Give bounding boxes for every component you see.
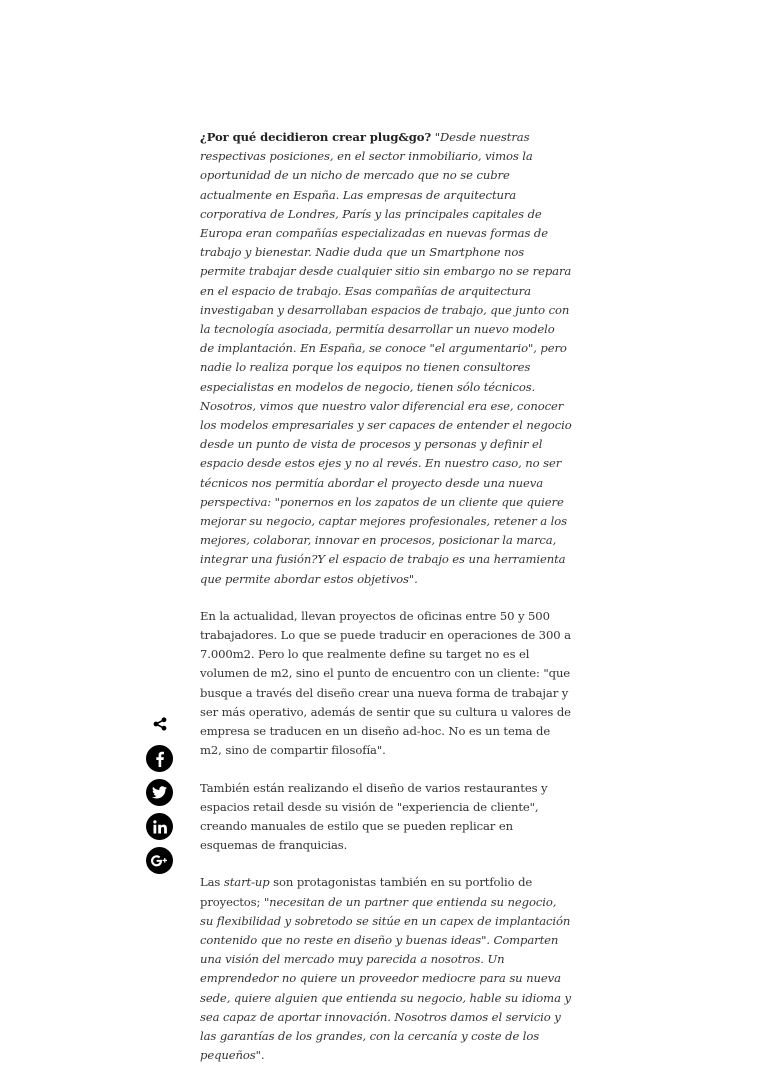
startups-lead: Las	[200, 875, 224, 890]
startups-quote: "necesitan de un partner que entienda su negocio, su flexibilidad y sobretodo se sitúe en un capex de implantación contenido que no reste en diseño y buenas ideas". Comparten una visión del mercado muy parecida a nosotros. Un emprendedor no quiere un proveedor mediocre para su nueva sede, quiere alguien que entienda su negocio, hable su idioma y sea capaz de aportar innovación. Nosotros damos el servicio y las garantías de los grandes, con la cercanía y coste de los pequeños".	[200, 894, 571, 1063]
share-button[interactable]	[150, 714, 170, 734]
linkedin-share-button[interactable]	[146, 813, 173, 840]
google-plus-share-button[interactable]	[146, 847, 173, 874]
paragraph-origin	[200, 128, 572, 589]
paragraph-retail: También están realizando el diseño de varios restaurantes y espacios retail desde su visión de "experiencia de cliente", creando manuales de estilo que se pueden replicar en esquemas de franquicias.	[200, 780, 548, 853]
linkedin-icon	[153, 820, 167, 834]
startups-emphasis: start-up	[223, 875, 270, 890]
startups-rest: son protagonistas también en su portfolio de proyectos;	[200, 875, 533, 909]
facebook-share-button[interactable]	[146, 745, 173, 772]
twitter-icon	[152, 786, 167, 799]
interview-question: ¿Por qué decidieron crear plug&go?	[200, 130, 432, 144]
paragraph-startups	[200, 873, 572, 1065]
share-icon	[153, 717, 167, 731]
twitter-share-button[interactable]	[146, 779, 173, 806]
paragraph-projects: En la actualidad, llevan proyectos de oficinas entre 50 y 500 trabajadores. Lo que se puede traducir en operaciones de 300 a 7.000m2. Pero lo que realmente define su target no es el volumen de m2, sino el punto de encuentro con un cliente: "que busque a través del diseño crear una nueva forma de trabajar y ser más operativo, además de sentir que su cultura u valores de empresa se traducen en un diseño ad-hoc. No es un tema de m2, sino de compartir filosofía".	[200, 608, 571, 758]
google-plus-icon	[151, 855, 168, 867]
facebook-icon	[153, 751, 167, 767]
social-share-bar	[146, 714, 173, 881]
article-body	[200, 128, 572, 1083]
interview-answer: "Desde nuestras respectivas posiciones, en el sector inmobiliario, vimos la oportunidad de un nicho de mercado que no se cubre actualmente en España. Las empresas de arquitectura corporativa de Londres, París y las principales capitales de Europa eran compañías especializadas en nuevas formas de trabajo y bienestar. Nadie duda que un Smartphone nos permite trabajar desde cualquier sitio sin embargo no se repara en el espacio de trabajo. Esas compañías de arquitectura investigaban y desarrollaban espacios de trabajo, que junto con la tecnología asociada, permitía desarrollar un nuevo modelo de implantación. En España, se conoce "el argumentario", pero nadie lo realiza porque los equipos no tienen consultores especialistas en modelos de negocio, tienen sólo técnicos. Nosotros, vimos que nuestro valor diferencial era ese, conocer los modelos empresariales y ser capaces de entender el negocio desde un punto de vista de procesos y personas y definir el espacio desde estos ejes y no al revés. En nuestro caso, no ser técnicos nos permitía abordar el proyecto desde una nueva perspectiva: "ponernos en los zapatos de un cliente que quiere mejorar su negocio, captar mejores profesionales, retener a los mejores, colaborar, innovar en procesos, posicionar la marca, integrar una fusión?Y el espacio de trabajo es una herramienta que permite abordar estos objetivos".	[200, 130, 572, 586]
